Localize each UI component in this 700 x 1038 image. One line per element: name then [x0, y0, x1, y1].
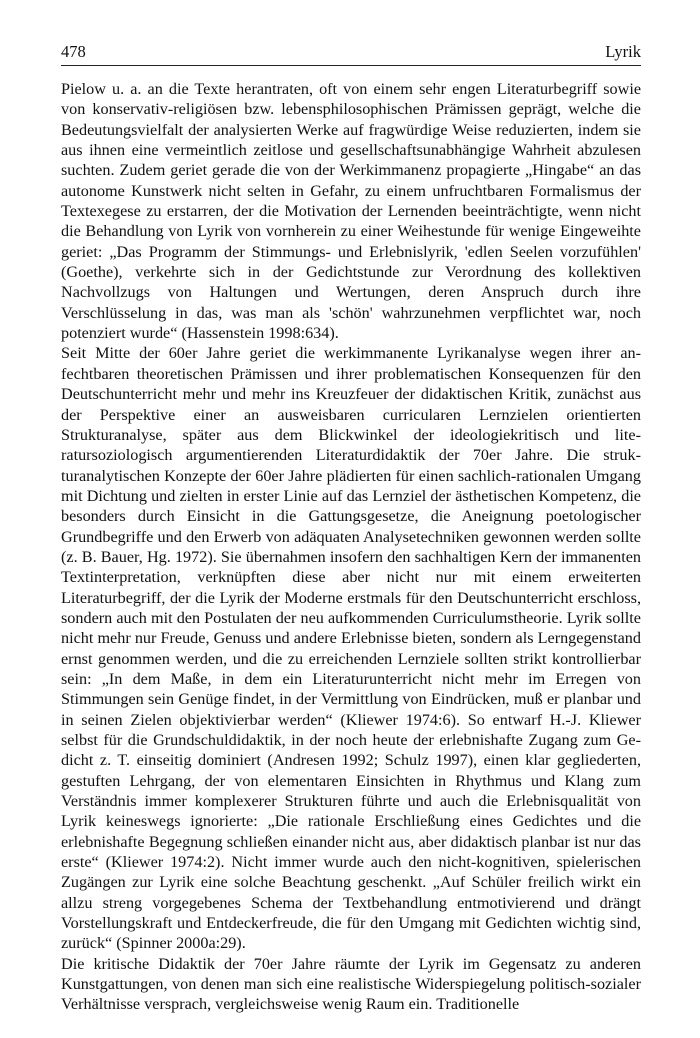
paragraph-3: Die kritische Didaktik der 70er Jahre räumte der Lyrik im Gegensatz zu anderen Kunstgattungen, von denen man sich eine realistische Widerspiegelung politisch-sozialer Verhältnisse versprach, vergleichsweise wenig Raum ein. Traditionelle: [61, 954, 641, 1014]
page-number: 478: [61, 42, 86, 61]
running-header: [61, 41, 641, 66]
paragraph-1: Pielow u. a. an die Texte herantraten, oft von einem sehr engen Literaturbegriff sowie von konservativ-religiösen bzw. lebensphilosophischen Prämissen geprägt, welche die Bedeutungsvielfalt der analysierten Werke auf fragwürdige Weise reduzierten, indem sie aus ihnen eine vermeintlich zeitlose und gesellschaftsunabhängige Wahrheit abzulesen suchten. Zudem geriet gerade die von der Werkimmanenz propagierte „Hingabe“ an das autonome Kunstwerk nicht selten in Gefahr, zu einem unfruchtbaren Formalismus der Textexegese zu erstarren, der die Motivation der Lernenden beeinträchtigte, wenn nicht die Behandlung von Lyrik von vornherein zu einer Weihestunde für wenige Eingeweihte geriet: „Das Programm der Stimmungs- und Erlebnislyrik, 'edlen Seelen vorzufühlen' (Goethe), verkehrte sich in der Gedichtstunde zur Verordnung des kollektiven Nachvollzugs von Haltungen und Wertungen, deren Anspruch durch ihre Verschlüsselung in das, was man als 'schön' wahrzunehmen verpflichtet war, noch potenziert wurde“ (Hassenstein 1998:634).: [61, 80, 641, 343]
paragraph-2: Seit Mitte der 60er Jahre geriet die werkimmanente Lyrikanalyse wegen ihrer anfechtbaren theoretischen Prämissen und ihrer problematischen Konsequenzen für den Deutschunterricht mehr und mehr ins Kreuzfeuer der didaktischen Kritik, zunächst aus der Perspektive einer an ausweisbaren curricularen Lernzielen orientierten Strukturanalyse, später aus dem Blickwinkel der ideologiekritisch und literatursoziologisch argumentierenden Literaturdidaktik der 70er Jahre. Die strukturanalytischen Konzepte der 60er Jahre plädierten für einen sachlich-rationalen Umgang mit Dichtung und zielten in erster Linie auf das Lernziel der ästhetischen Kompetenz, die besonders durch Einsicht in die Gattungsgesetze, die Aneignung poetologischer Grundbegriffe und den Erwerb von adäquaten Analysetechniken gewonnen werden sollte (z. B. Bauer, Hg. 1972). Sie übernahmen insofern den sachhaltigen Kern der immanenten Textinterpretation, verknüpften diese aber nicht nur mit einem erweiterten Literaturbegriff, der die Lyrik der Moderne erstmals für den Deutschunterricht erschloss, sondern auch mit den Postulaten der neu aufkommenden Curriculumstheorie. Lyrik sollte nicht mehr nur Freude, Genuss und andere Erlebnisse bieten, sondern als Lerngegenstand ernst genommen werden, und die zu erreichenden Lernziele sollten strikt kontrollierbar sein: „In dem Maße, in dem ein Literaturunterricht nicht mehr im Erregen von Stimmungen sein Genüge findet, in der Vermittlung von Eindrücken, muß er planbar und in seinen Zielen objektivierbar werden“ (Kliewer 1974:6). So entwarf H.-J. Kliewer selbst für die Grundschuldidaktik, in der noch heute der erlebnishafte Zugang zum Gedicht z. T. einseitig dominiert (Andresen 1992; Schulz 1997), einen klar gegliederten, gestuften Lehrgang, der von elementaren Einsichten in Rhythmus und Klang zum Verständnis immer komplexerer Strukturen führte und auch die Erlebnisqualität von Lyrik keineswegs ignorierte: „Die rationale Erschließung eines Gedichtes und die erlebnishafte Begegnung schließen einander nicht aus, aber didaktisch planbar ist nur das erste“ (Kliewer 1974:2). Nicht immer wurde auch den nicht-kognitiven, spielerischen Zugängen zur Lyrik eine solche Beachtung geschenkt. „Auf Schüler freilich wirkt ein allzu streng vorgegebenes Schema der Textbehandlung entmotivierend und drängt Vorstellungskraft und Entdeckerfreude, die für den Umgang mit Gedichten wichtig sind, zurück“ (Spinner 2000a:29).: [61, 344, 641, 953]
running-title: Lyrik: [605, 42, 641, 61]
body-text: [61, 79, 641, 1015]
